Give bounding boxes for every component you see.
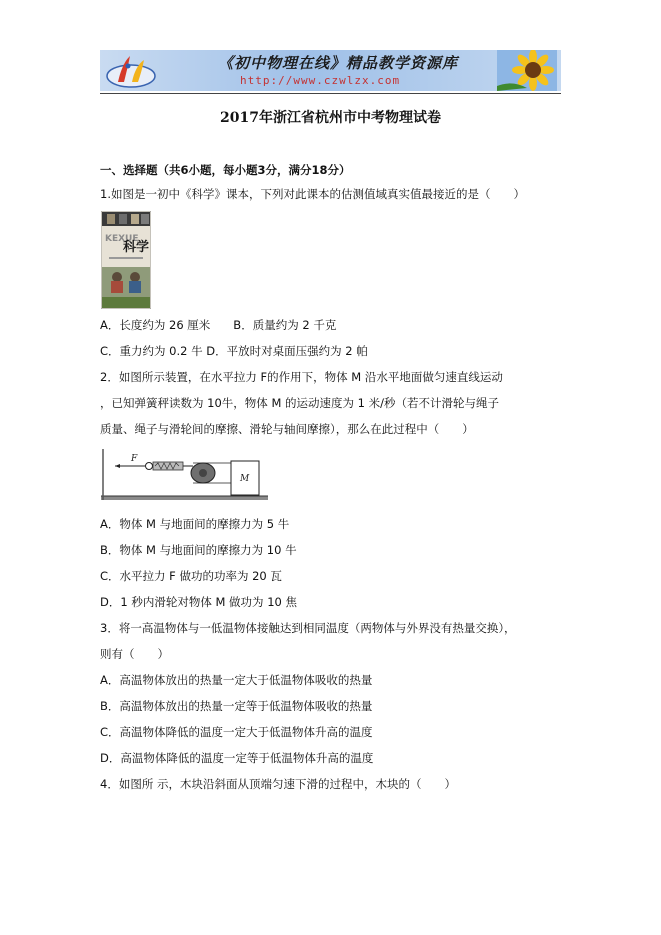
question-2-stem-line1: 2．如图所示装置，在水平拉力 F的作用下，物体 M 沿水平地面做匀速直线运动 [100,370,503,384]
question-3-option-b: B．高温物体放出的热量一定等于低温物体吸收的热量 [100,699,373,713]
mass-label: M [240,474,250,484]
question-2-stem-line3: 质量、绳子与滑轮间的摩擦、滑轮与轴间摩擦），那么在此过程中（ ） [100,422,474,436]
question-2-option-b: B．物体 M 与地面间的摩擦力为 10 牛 [100,543,297,557]
question-2-stem-line2: ，已知弹簧秤读数为 10牛，物体 M 的运动速度为 1 米/秒（若不计滑轮与绳子 [100,396,500,410]
section-heading: 一、选择题（共6小题，每小题3分，满分18分） [100,163,351,177]
question-2-option-c: C．水平拉力 F 做功的功率为 20 瓦 [100,569,282,583]
page-title: 2017年浙江省杭州市中考物理试卷 [220,110,441,126]
question-3-option-a: A．高温物体放出的热量一定大于低温物体吸收的热量 [100,673,373,687]
svg-text:KEXUE: KEXUE [105,234,139,244]
logo-icon [104,52,158,89]
sunflower-icon [497,50,557,91]
question-3-option-c: C．高温物体降低的温度一定大于低温物体升高的温度 [100,725,373,739]
question-3-option-d: D．高温物体降低的温度一定等于低温物体升高的温度 [100,751,374,765]
pulley-diagram [101,449,268,503]
header-banner [100,50,561,91]
question-3-stem-line1: 3．将一高温物体与一低温物体接触达到相同温度（两物体与外界没有热量交换）， [100,621,516,635]
question-1-options-cd: C．重力约为 0.2 牛 D．平放时对桌面压强约为 2 帕 [100,344,368,358]
header-divider [100,93,561,94]
banner-title: 《初中物理在线》精品教学资源库 [218,54,459,72]
question-3-stem-line2: 则有（ ） [100,647,169,661]
question-1-stem: 1.如图是一初中《科学》课本，下列对此课本的估测值域真实值最接近的是（ ） [100,187,525,201]
banner-url: http://www.czwlzx.com [240,74,401,87]
question-2-option-d: D．1 秒内滑轮对物体 M 做功为 10 焦 [100,595,298,609]
book-title: 科学 [123,240,150,255]
question-2-option-a: A．物体 M 与地面间的摩擦力为 5 牛 [100,517,290,531]
question-4-stem: 4．如图所 示，木块沿斜面从顶端匀速下滑的过程中，木块的（ ） [100,777,456,791]
question-1-options-ab: A．长度约为 26 厘米 B．质量约为 2 千克 [100,318,337,332]
textbook-image [101,211,151,309]
force-label: F [131,454,138,464]
